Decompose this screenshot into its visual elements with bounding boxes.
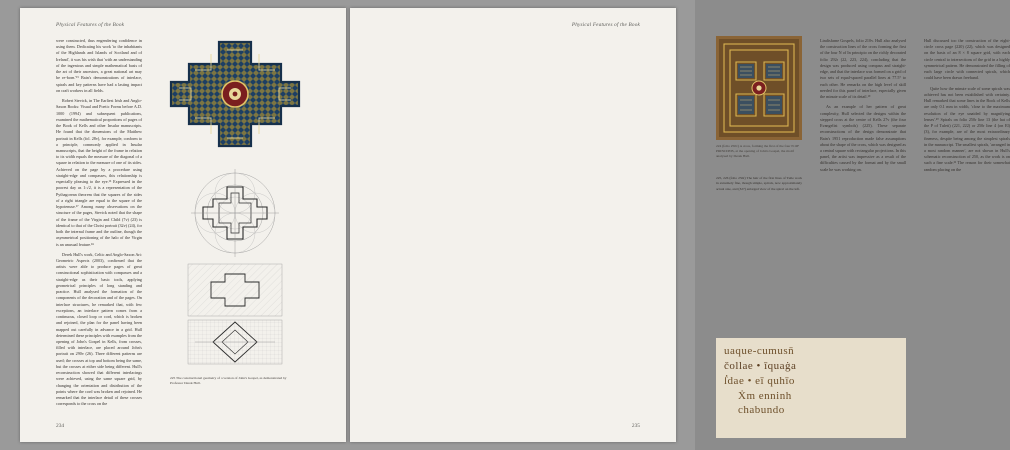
paragraph: Quite how the minute scale of some spirals was achieved has not been established with certainty. Hull remarked that some lines in the Book of Kells are only 0.1 mm in width, 'close to the maximum resolution of the eye unaided by magnifying lenses'.²⁰ Spirals on folio 250r line 13 (the hat of the P of Tuleti) (221, 222) or 250r line 4 (on El) (3), for example, are of the most extraordinary fineness, despite being among the simplest spirals in the manuscript. The smallest spirals, 'arranged in a most random manner', are not shown in Hull's schematic reconstruction of 250, as the work is on such a fine scale.²¹ The reason for their somewhat random placing on the bbox=[924, 85, 1010, 172]
folio-number-left: 234 bbox=[56, 423, 65, 429]
running-head-right: Physical Features of the Book bbox=[571, 22, 640, 28]
figure-caption-224: 224 (folio 250v) A cross, forming the first of the four N OF PRINCIPIIS, at the opening of John's Gospel, the motif analysed by Derek Hull. bbox=[716, 144, 800, 159]
paragraph: 225, 226 (folio 250r) The hair of the first lines of Tuile work in extremely fine, though simple, spirals, now approximately actual size, and (327) enlarged view of the spiral on the left. bbox=[716, 176, 802, 191]
right-column-1 bbox=[716, 176, 802, 196]
paragraph: Derek Hull's work, Celtic and Anglo-Saxon Art: Geometric Aspects (2003), confirmed that the artists were able to produce pages of great constructional sophistication with compasses and a straight-edge as their basic tools, applying geometrical principles of long standing and practice. Hull analysed the formation of the components of the decoration and of the pages. On interlace structures, he remarked that, with few exceptions, an interlace pattern comes from a continuous, closed loop or cord, which is broken and rejoined, the plan for the panel having been mapped out carefully in advance in a grid. Hull determined these principles with examples from the opening of John's Gospel in Kells, from crosses, filled with interlace, are placed around John's portrait on 290v (26). Three different patterns are used; the crosses at top and bottom being the same, but the crosses at either side being different. Hull's reconstruction showed that different interlacings were achieved, using the same square grid, by changing the orientation and distribution of the points where the cord was broken and rejoined. He remarked that the interlace detail of these crosses corresponds to the cross on the bbox=[56, 251, 142, 407]
script-line: ẛdae • eī quhīo bbox=[724, 374, 795, 387]
paragraph: were constructed, thus engendering confidence in using them. Dedicating his work 'to the inhabitants of the Highlands and Islands of Scotland and of Ireland', it was his wish that 'with an understanding of the ingenious and simple mathematical basis of the art of their ancestors, a great national art may be re-born.'¹⁵ Bain's demonstrations of interlace, spirals and key patterns have had a lasting impact on craft workers in all fields. bbox=[56, 38, 142, 93]
left-column-text bbox=[56, 38, 142, 412]
right-column-3 bbox=[924, 38, 1010, 177]
manuscript-photo-detail bbox=[716, 36, 802, 140]
celtic-knot-cross-figure bbox=[160, 36, 310, 156]
insular-script-photo bbox=[716, 338, 906, 438]
paragraph: Lindisfarne Gospels, folio 210v. Hull also analysed the construction lines of the cross forming the first of the four N of In principio on the richly decorated folio 292r (22, 223, 224), concluding that the design was produced using compass and straight-edge, and that the interlace was formed on a grid of two sets of equal-spaced parallel lines at 77.5° to each other. He remarks on the high level of skill needed for this panel of interlace, especially given the minute scale of its detail.¹⁹ bbox=[820, 38, 906, 100]
script-line: chabundo bbox=[738, 404, 785, 417]
geometric-construction-diagram-2 bbox=[170, 258, 300, 368]
paragraph: As an example of her pattern of great complexity, Hull selected the designs within the stepped cross at the centre of Kells 27v (the four Evangelist symbols) (225). These separate reconstructions of the design demonstrate that Bain's 1951 reproduction made false assumptions about the shape of the cross, which was designed as a central square with rectangular projections. In this panel, the artist was impressive as a result of the difficulties caused by the format and by the small scale he was working on. bbox=[820, 104, 907, 172]
folio-number-right: 235 bbox=[631, 423, 640, 429]
geometric-construction-diagram-1 bbox=[170, 168, 300, 258]
paragraph: Hull discussed too the construction of the eight-circle cross page (220) (22), which was designed on the basis of an 8 × 8 square grid, with each circle central to intersections of the grid in a highly symmetrical pattern. He demonstrated the filling of each large circle with connected spirals, which could have been drawn freehand. bbox=[924, 38, 1010, 81]
right-page bbox=[350, 8, 1010, 442]
running-head-left: Physical Features of the Book bbox=[56, 22, 125, 28]
left-page bbox=[20, 8, 346, 442]
right-column-2 bbox=[820, 38, 906, 177]
script-line: uaque-cumusn̄ bbox=[724, 345, 795, 357]
paragraph: Robert Stevick, in The Earliest Irish and Anglo-Saxon Books: Visual and Poetic Forms before A.D. 1000 (1994) and subsequent publications, examined the mathematical proportions of pages of the Book of Kells and other Insular manuscripts. He found that the dimensions of the Matthew portrait in Kells (fol. 28v), for example, conform to a principle, commonly applied in Insular manuscripts, that the height of the frame in relation to its width equals the measure of the diagonal of a square in relation to the measure of one of its sides. Achieved on the page by a procedure using straight-edge and compasses, this relationship is especially pleasing to the eye.¹⁶ Expressed in the poorest day as 1:√2, it is a representation of the Pythagorean theorem that the squares of the sides of a right triangle are equal to the square of the hypotenuse.¹⁷ Among many observations on the structure of the pages, Stevick noted that the shape of the frame of the Virgin and Child (7v) (23) is identical to that of the Christ portrait (32v) (24), for both the internal frame and the outline, though the asymmetrical positioning of the halo of the Virgin is an unusual feature.¹⁸ bbox=[56, 98, 142, 247]
script-line: Ẋm enninh bbox=[738, 389, 792, 402]
script-line: čollae • īquaġa bbox=[724, 359, 797, 372]
figure-caption-225: 225 The constructional geometry of a version of John's Gospel, as demonstrated by Professor Derek Hull. bbox=[170, 376, 287, 386]
